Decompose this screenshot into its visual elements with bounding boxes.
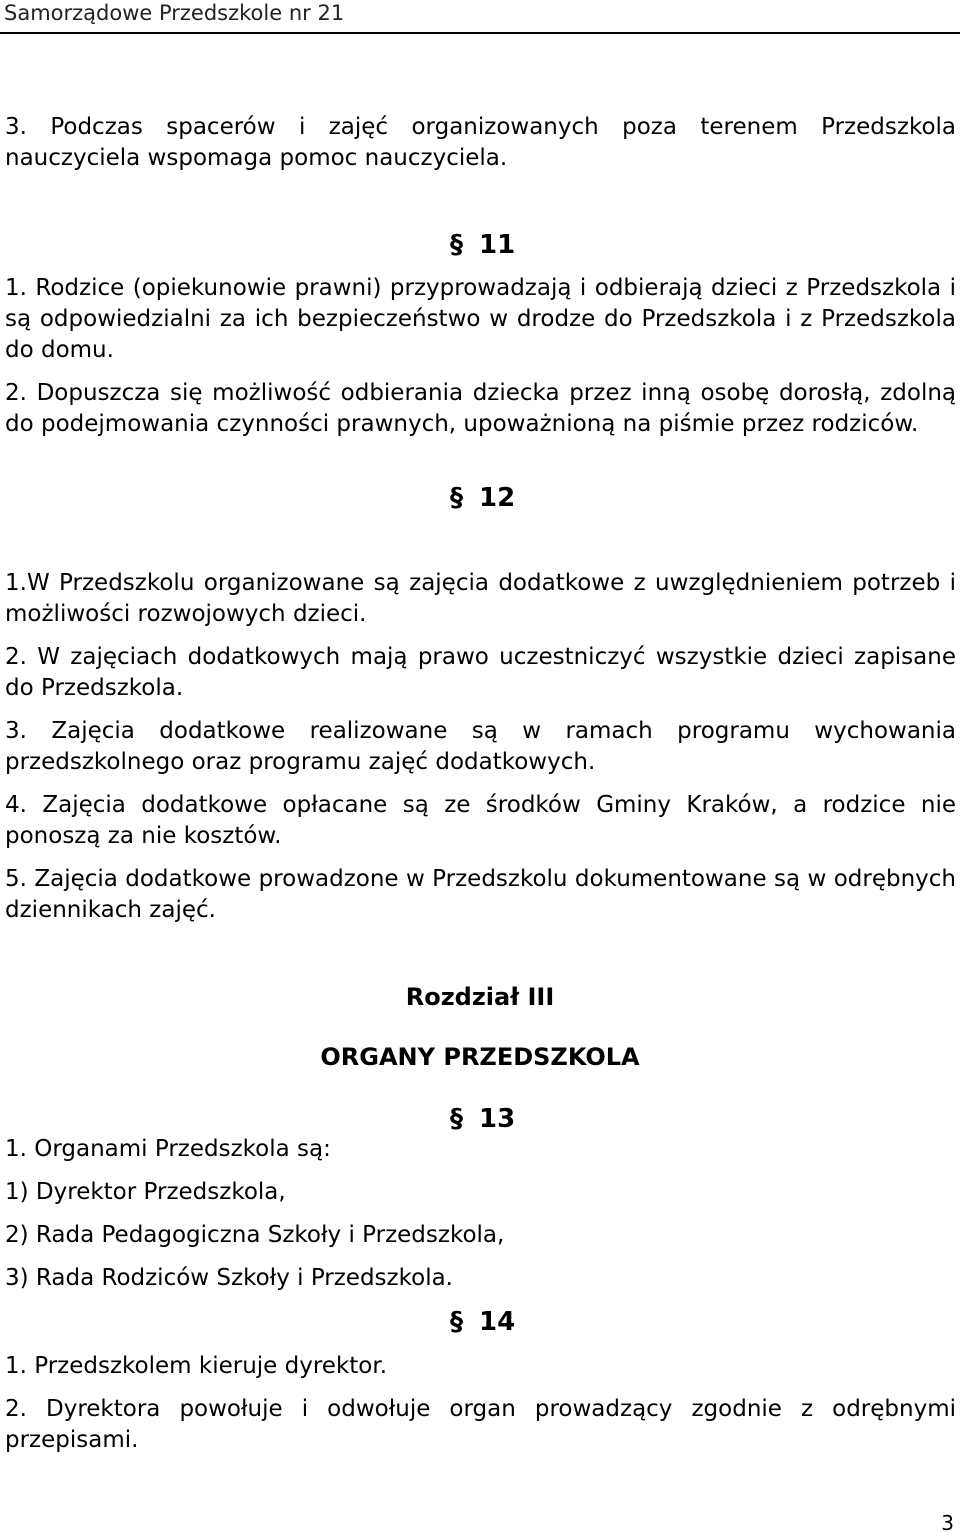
paragraph-s12-3: 3. Zajęcia dodatkowe realizowane są w ramach programu wychowania przedszkolnego oraz programu zajęć dodatkowych. <box>5 718 956 775</box>
section-number: 14 <box>479 1307 516 1337</box>
section-number: 13 <box>479 1104 516 1134</box>
list-item-s13-1: 1) Dyrektor Przedszkola, <box>5 1179 286 1205</box>
section-number: 11 <box>479 230 516 260</box>
section-heading-13 <box>450 1103 515 1135</box>
paragraph-s12-5: 5. Zajęcia dodatkowe prowadzone w Przedszkolu dokumentowane są w odrębnych dziennikach zajęć. <box>5 866 956 923</box>
paragraph-s14-1: 1. Przedszkolem kieruje dyrektor. <box>5 1353 388 1379</box>
paragraph-s12-2: 2. W zajęciach dodatkowych mają prawo uczestniczyć wszystkie dzieci zapisane do Przedszkola. <box>5 644 956 701</box>
section-heading-11 <box>450 229 515 261</box>
paragraph-s11-1: 1. Rodzice (opiekunowie prawni) przyprowadzają i odbierają dzieci z Przedszkola i są odpowiedzialni za ich bezpieczeństwo w drodze do Przedszkola i z Przedszkola do domu. <box>5 275 956 363</box>
header-rule <box>0 32 960 34</box>
section-heading-14 <box>450 1306 515 1338</box>
paragraph-s10-3: 3. Podczas spacerów i zajęć organizowanych poza terenem Przedszkola nauczyciela wspomaga pomoc nauczyciela. <box>5 114 956 171</box>
section-symbol: § <box>450 483 463 513</box>
paragraph-s12-1: 1.W Przedszkolu organizowane są zajęcia dodatkowe z uwzględnieniem potrzeb i możliwości rozwojowych dzieci. <box>5 570 956 627</box>
section-number: 12 <box>479 483 516 513</box>
paragraph-s11-2: 2. Dopuszcza się możliwość odbierania dziecka przez inną osobę dorosłą, zdolną do podejmowania czynności prawnych, upoważnioną na piśmie przez rodziców. <box>5 380 956 437</box>
list-item-s13-3: 3) Rada Rodziców Szkoły i Przedszkola. <box>5 1265 453 1291</box>
section-symbol: § <box>450 1104 463 1134</box>
section-symbol: § <box>450 230 463 260</box>
header-title: Samorządowe Przedszkole nr 21 <box>4 1 345 25</box>
list-item-s13-2: 2) Rada Pedagogiczna Szkoły i Przedszkola, <box>5 1222 505 1248</box>
page-number: 3 <box>941 1511 954 1535</box>
paragraph-s14-2: 2. Dyrektora powołuje i odwołuje organ prowadzący zgodnie z odrębnymi przepisami. <box>5 1396 956 1453</box>
section-heading-12 <box>450 482 515 514</box>
chapter-heading: Rozdział III <box>405 983 555 1011</box>
page-header <box>0 0 960 34</box>
paragraph-s12-4: 4. Zajęcia dodatkowe opłacane są ze środków Gminy Kraków, a rodzice nie ponoszą za nie kosztów. <box>5 792 956 849</box>
chapter-title: ORGANY PRZEDSZKOLA <box>320 1043 640 1071</box>
section-symbol: § <box>450 1307 463 1337</box>
paragraph-s13-1: 1. Organami Przedszkola są: <box>5 1136 331 1162</box>
